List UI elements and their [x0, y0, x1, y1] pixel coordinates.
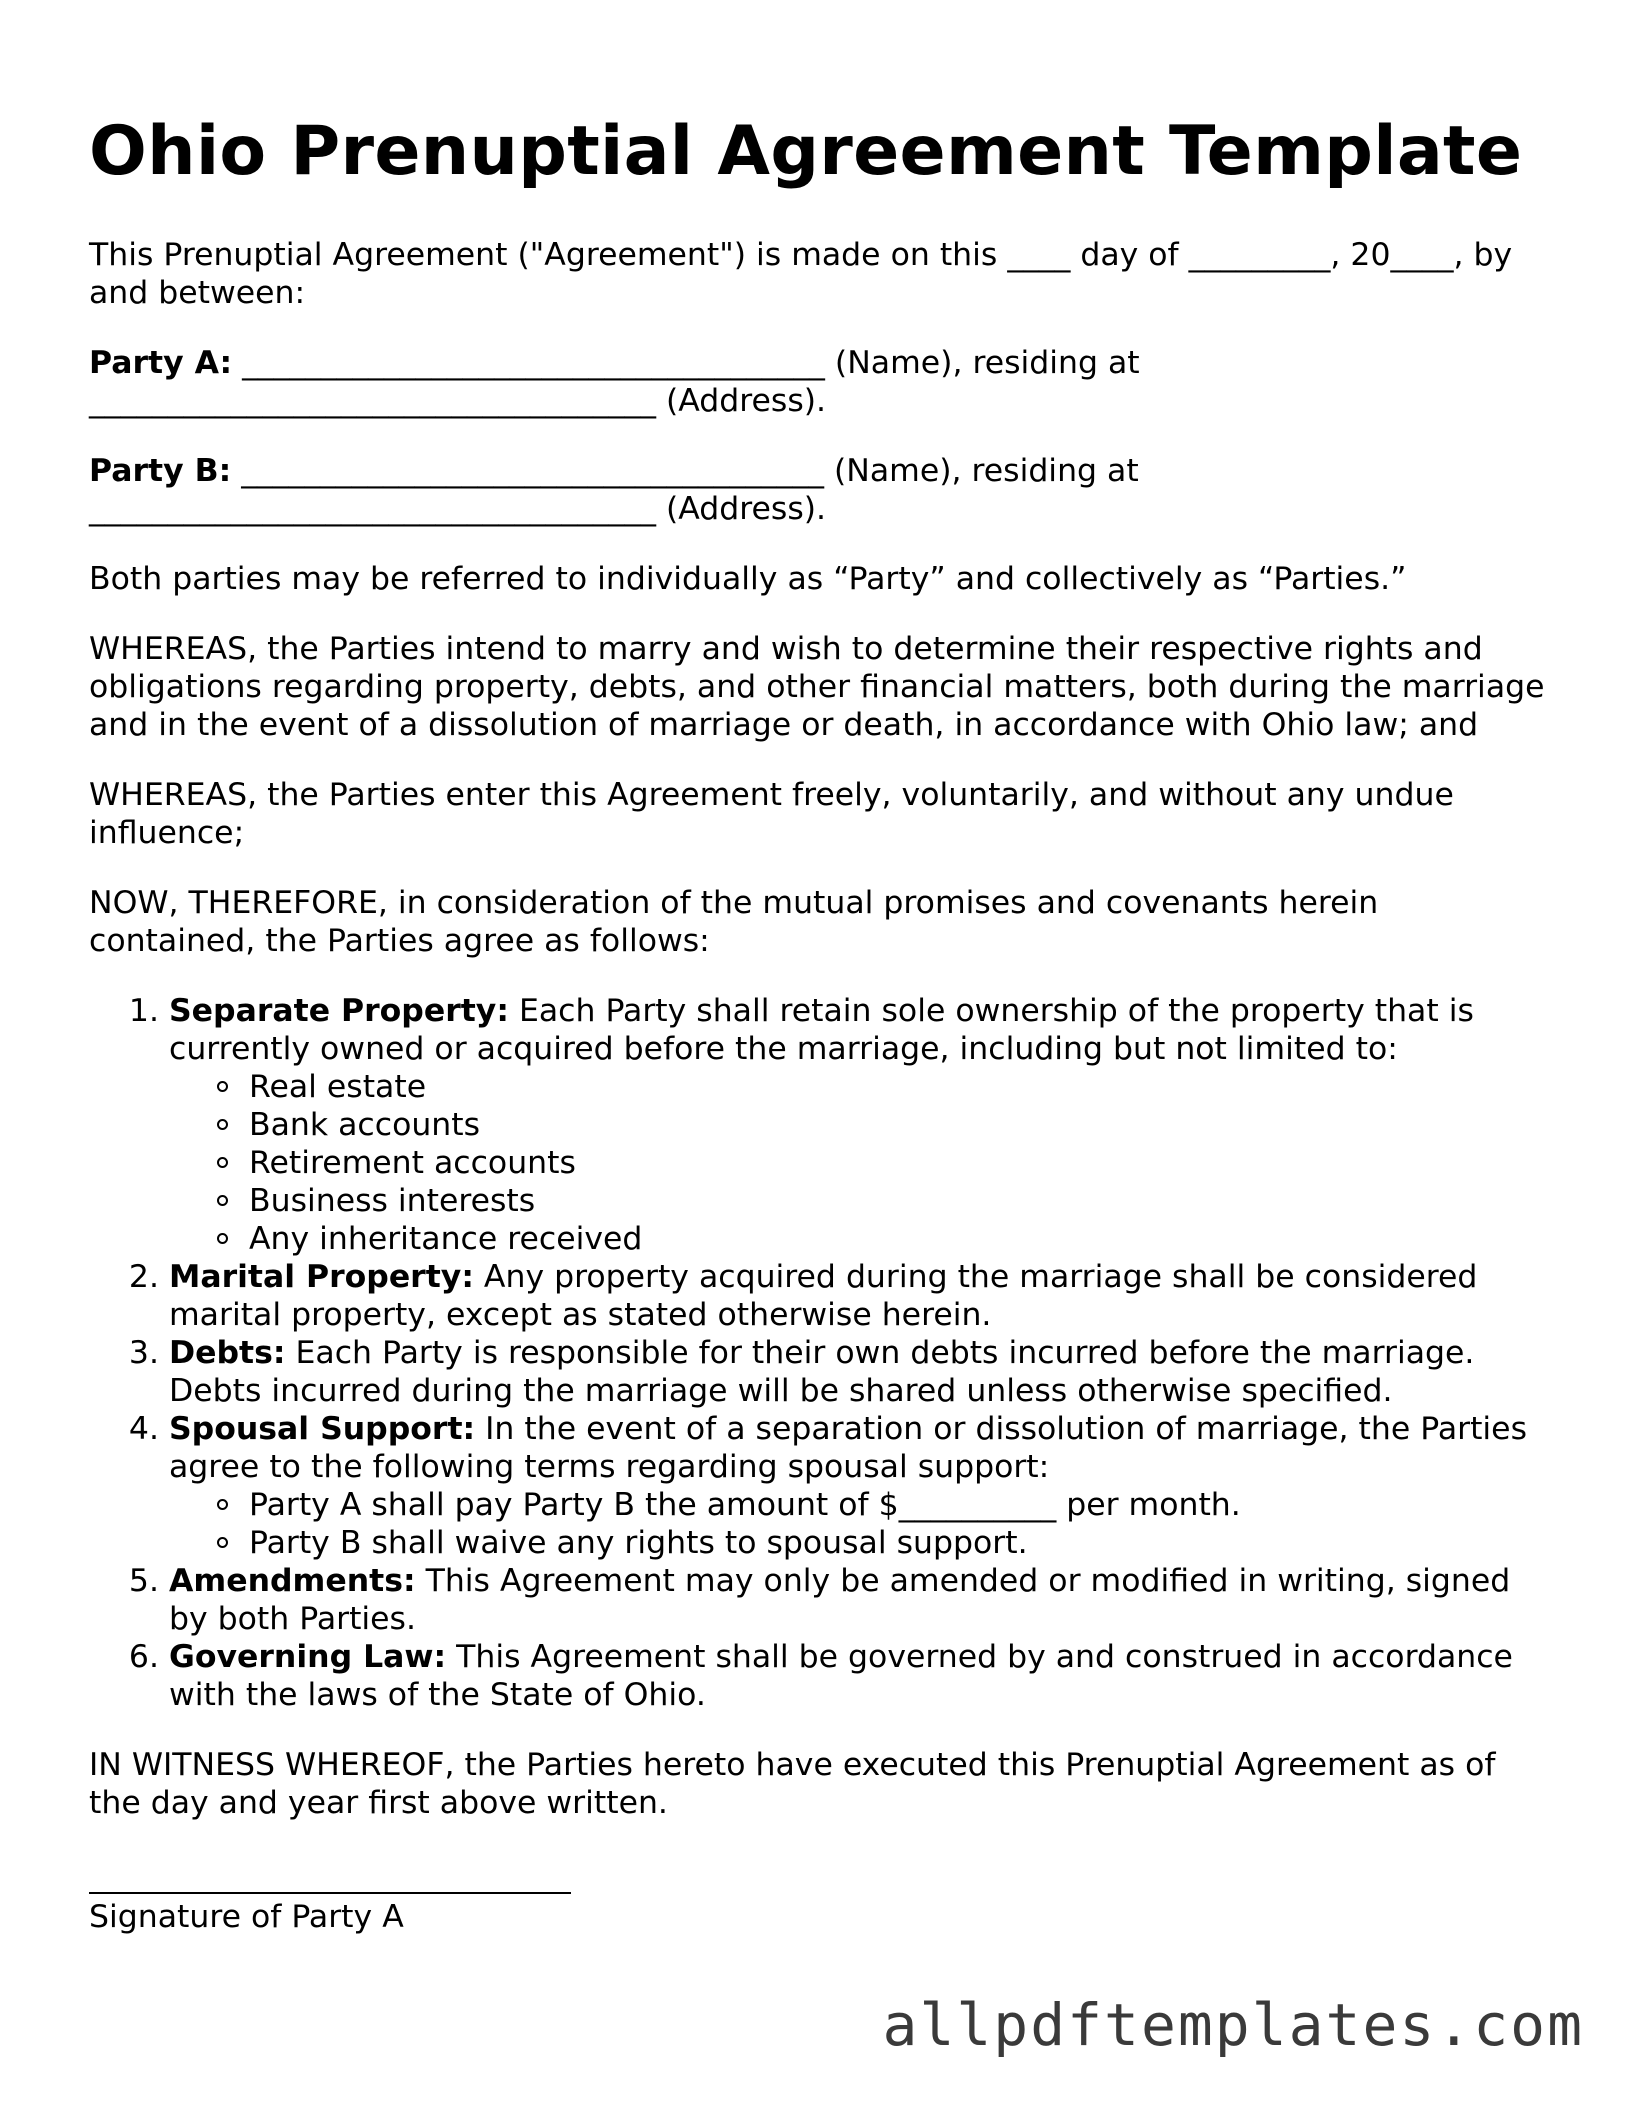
clause-debts [169, 1334, 1551, 1410]
witness-paragraph: IN WITNESS WHEREOF, the Parties hereto have executed this Prenuptial Agreement as of the day and year first above written. [89, 1747, 1496, 1821]
clause-text: In the event of a separation or dissolution of marriage, the Parties agree to the following terms regarding spousal support: [169, 1411, 1527, 1485]
clause-separate-property [169, 992, 1551, 1258]
party-b-paragraph [89, 452, 1551, 528]
now-therefore-paragraph: NOW, THEREFORE, in consideration of the mutual promises and covenants herein contained, the Parties agree as follows: [89, 885, 1379, 959]
party-b-label: Party B: [89, 453, 232, 489]
whereas-paragraph-2: WHEREAS, the Parties enter this Agreement freely, voluntarily, and without any undue influence; [89, 777, 1454, 851]
list-item: Party B shall waive any rights to spousal support. [249, 1524, 1551, 1562]
watermark-text: allpdftemplates.com [882, 1991, 1584, 2059]
list-item: Any inheritance received [249, 1220, 1551, 1258]
document-page [89, 112, 1551, 1936]
list-item: Party A shall pay Party B the amount of $__________ per month. [249, 1486, 1551, 1524]
list-item: Business interests [249, 1182, 1551, 1220]
party-b-text: _____________________________________ (Name), residing at ____________________________________ (Address). [89, 453, 1139, 527]
list-item: Real estate [249, 1068, 1551, 1106]
signature-line-party-a[interactable] [89, 1892, 571, 1894]
party-a-paragraph [89, 344, 1551, 420]
clause-text: Each Party shall retain sole ownership of the property that is currently owned or acquired before the marriage, including but not limited to: [169, 993, 1474, 1067]
separate-property-items [169, 1068, 1551, 1258]
clause-marital-property [169, 1258, 1551, 1334]
clause-heading: Spousal Support: [169, 1411, 476, 1447]
clause-spousal-support [169, 1410, 1551, 1562]
clause-heading: Separate Property: [169, 993, 509, 1029]
clause-heading: Governing Law: [169, 1639, 447, 1675]
intro-paragraph: This Prenuptial Agreement ("Agreement") is made on this ____ day of _________, 20____, by and between: [89, 237, 1513, 311]
party-a-text: _____________________________________ (Name), residing at ____________________________________ (Address). [89, 345, 1140, 419]
clause-text: Each Party is responsible for their own debts incurred before the marriage. Debts incurred during the marriage will be shared unless otherwise specified. [169, 1335, 1475, 1409]
clause-heading: Debts: [169, 1335, 286, 1371]
party-a-label: Party A: [89, 345, 233, 381]
list-item: Bank accounts [249, 1106, 1551, 1144]
signature-label-party-a: Signature of Party A [89, 1899, 404, 1935]
spousal-support-items [169, 1486, 1551, 1562]
clause-heading: Marital Property: [169, 1259, 474, 1295]
both-parties-paragraph: Both parties may be referred to individually as “Party” and collectively as “Parties.” [89, 561, 1407, 597]
list-item: Retirement accounts [249, 1144, 1551, 1182]
clause-text: Any property acquired during the marriage shall be considered marital property, except as stated otherwise herein. [169, 1259, 1478, 1333]
clause-governing-law [169, 1638, 1551, 1714]
document-title: Ohio Prenuptial Agreement Template [89, 112, 1523, 191]
whereas-paragraph-1: WHEREAS, the Parties intend to marry and wish to determine their respective rights and obligations regarding property, debts, and other financial matters, both during the marriage and in the event of a dissolution of marriage or death, in accordance with Ohio law; and [89, 631, 1545, 743]
clauses-list [89, 992, 1551, 1714]
clause-text: This Agreement shall be governed by and construed in accordance with the laws of the State of Ohio. [169, 1639, 1513, 1713]
clause-text: This Agreement may only be amended or modified in writing, signed by both Parties. [169, 1563, 1511, 1637]
clause-heading: Amendments: [169, 1563, 416, 1599]
clause-amendments [169, 1562, 1551, 1638]
